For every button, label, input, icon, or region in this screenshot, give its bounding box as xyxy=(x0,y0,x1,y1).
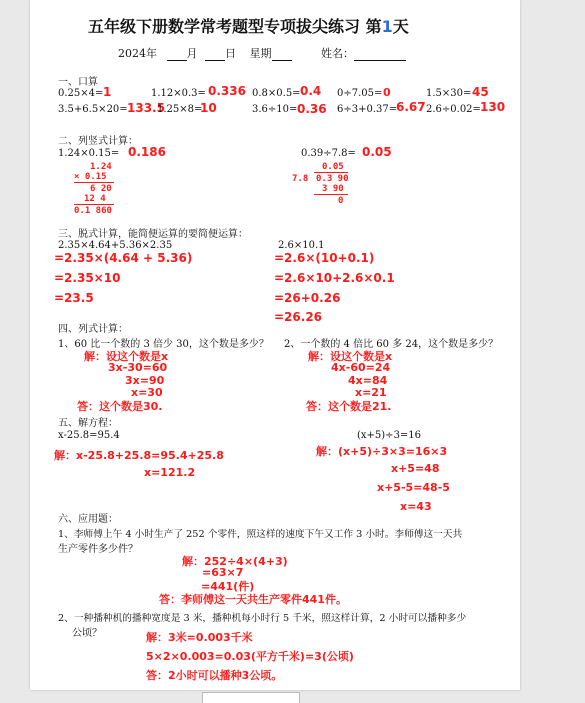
oral-q9: 6÷3+0.37= xyxy=(337,104,398,115)
oral-a10: 130 xyxy=(480,100,506,114)
expression-step: x=21 xyxy=(355,386,387,399)
oral-q5: 1.5×30= xyxy=(426,88,472,99)
vertical-work-line: × 0.15 xyxy=(74,172,107,182)
expression-step: 4x=84 xyxy=(348,374,388,387)
page-title: 五年级下册数学常考题型专项拔尖练习 第1天 xyxy=(88,17,409,36)
stepwise-step: =2.6×10+2.6×0.1 xyxy=(274,271,395,285)
month-blank[interactable] xyxy=(167,49,187,61)
month-label: 月 xyxy=(186,47,198,60)
work-divider xyxy=(74,182,114,183)
oral-a3: 0.4 xyxy=(300,84,322,98)
vertical-work-line: 6 20 xyxy=(90,184,112,194)
equation-step: x=121.2 xyxy=(144,466,196,479)
stepwise-step: =2.35×10 xyxy=(54,271,121,285)
oral-q3: 0.8×0.5= xyxy=(252,88,301,99)
word-problem-step: =441(件) xyxy=(201,580,255,593)
expression-step: 解：设这个数是x xyxy=(84,350,169,363)
word-problem-1-line-1: 1、李师傅上午 4 小时生产了 252 个零件，照这样的速度下午又工作 3 小时。李师傅这一天共 xyxy=(58,529,463,540)
expression-step: 4x-60=24 xyxy=(331,361,391,374)
day-label: 日 xyxy=(225,47,236,60)
info-line xyxy=(118,45,406,61)
oral-a1: 1 xyxy=(103,85,112,99)
word-problem-step: 解：3米=0.003千米 xyxy=(146,631,253,644)
worksheet-page xyxy=(30,0,520,690)
vertical-work-line: 0 xyxy=(338,196,344,206)
equation-step: 解：(x+5)÷3×3=16×3 xyxy=(316,445,448,458)
oral-a8: 0.36 xyxy=(297,102,327,116)
name-label: 姓名： xyxy=(321,47,354,60)
stepwise-step: =26.26 xyxy=(274,310,323,324)
word-problem-step: 解：252÷4×(4+3) xyxy=(182,555,288,568)
equation-q1: x-25.8=95.4 xyxy=(58,430,120,441)
oral-q8: 3.6÷10= xyxy=(252,104,298,115)
section-oral-heading: 一、口算 xyxy=(58,77,98,88)
section-equation-heading: 五、解方程： xyxy=(58,418,118,429)
oral-a5: 45 xyxy=(472,85,489,99)
vertical-a2: 0.05 xyxy=(362,145,392,159)
vertical-q2: 0.39÷7.8= xyxy=(301,148,356,159)
oral-q6: 3.5+6.5×20= xyxy=(58,104,128,115)
vertical-q1: 1.24×0.15= xyxy=(58,148,120,159)
expression-step: x=30 xyxy=(131,386,163,399)
equation-step: x=43 xyxy=(400,500,432,513)
word-problem-1-line-2: 生产零件多少件？ xyxy=(58,544,138,555)
vertical-work-line: 12 4 xyxy=(84,194,106,204)
expression-step: 3x=90 xyxy=(125,374,165,387)
vertical-work-line: 0.05 xyxy=(322,162,344,172)
word-problem-step: 答：李师傅这一天共生产零件441件。 xyxy=(159,593,347,606)
equation-step: 解：x-25.8+25.8=95.4+25.8 xyxy=(54,449,224,462)
work-divider xyxy=(314,172,348,173)
oral-q7: 1.25×8= xyxy=(157,104,203,115)
oral-q1: 0.25×4= xyxy=(58,88,104,99)
work-divider xyxy=(314,194,348,195)
expression-q1: 1、60 比一个数的 3 倍少 30，这个数是多少？ xyxy=(58,339,269,350)
section-word-problems-heading: 六、应用题： xyxy=(58,514,118,525)
name-blank[interactable] xyxy=(354,49,406,61)
vertical-work-line: 0.1 860 xyxy=(74,206,112,216)
word-problem-step: =63×7 xyxy=(202,566,244,579)
work-divider xyxy=(74,204,114,205)
expression-step: 3x-30=60 xyxy=(108,361,168,374)
vertical-a1: 0.186 xyxy=(128,145,166,159)
oral-q10: 2.6÷0.02= xyxy=(426,104,481,115)
word-problem-step: 5×2×0.003=0.03(平方千米)=3(公顷) xyxy=(146,650,354,663)
oral-a7: 10 xyxy=(200,101,217,115)
equation-step: x+5=48 xyxy=(391,462,440,475)
vertical-work-line: 0.3 90 xyxy=(316,174,349,184)
vertical-work-line: 3 90 xyxy=(322,184,344,194)
expression-q2: 2、一个数的 4 倍比 60 多 24，这个数是多少？ xyxy=(284,339,499,350)
word-problem-2-line-1: 2、一种播种机的播种宽度是 3 米，播种机每小时行 5 千米，照这样计算，2 小时可以播种多少 xyxy=(58,613,467,624)
section-expression-heading: 四、列式计算： xyxy=(58,324,128,335)
stepwise-step: =26+0.26 xyxy=(274,291,341,305)
expression-step: 解：设这个数是x xyxy=(308,350,393,363)
stepwise-q1: 2.35×4.64+5.36×2.35 xyxy=(58,240,173,251)
stepwise-step: =2.35×(4.64 + 5.36) xyxy=(54,251,193,265)
equation-step: x+5-5=48-5 xyxy=(377,481,450,494)
word-problem-2-line-2: 公顷？ xyxy=(72,628,102,639)
word-problem-step: 答：2小时可以播种3公顷。 xyxy=(146,669,283,682)
stepwise-step: =23.5 xyxy=(54,291,94,305)
oral-a6: 133.5 xyxy=(127,101,165,115)
section-stepwise-heading: 三、脱式计算，能简便运算的要简便运算： xyxy=(58,229,248,240)
expression-step: 答：这个数是30. xyxy=(77,400,163,413)
day-number: 1 xyxy=(381,17,393,36)
year-label: 2024年 xyxy=(118,47,157,60)
oral-q2: 1.12×0.3= xyxy=(151,88,206,99)
vertical-work-line: 1.24 xyxy=(90,162,112,172)
oral-a9: 6.67 xyxy=(396,100,426,114)
stepwise-step: =2.6×(10+0.1) xyxy=(274,251,375,265)
stepwise-q2: 2.6×10.1 xyxy=(278,240,325,251)
oral-q4: 0÷7.05= xyxy=(337,88,383,99)
oral-a2: 0.336 xyxy=(208,84,246,98)
weekday-blank[interactable] xyxy=(272,49,292,61)
expression-step: 答：这个数是21. xyxy=(306,400,392,413)
oral-a4: 0 xyxy=(383,86,391,99)
vertical-work-line: 7.8 xyxy=(292,174,309,184)
section-vertical-heading: 二、列竖式计算： xyxy=(58,136,138,147)
day-blank[interactable] xyxy=(205,49,225,61)
weekday-label: 星期 xyxy=(249,47,272,60)
equation-q2: (x+5)÷3=16 xyxy=(357,430,422,441)
